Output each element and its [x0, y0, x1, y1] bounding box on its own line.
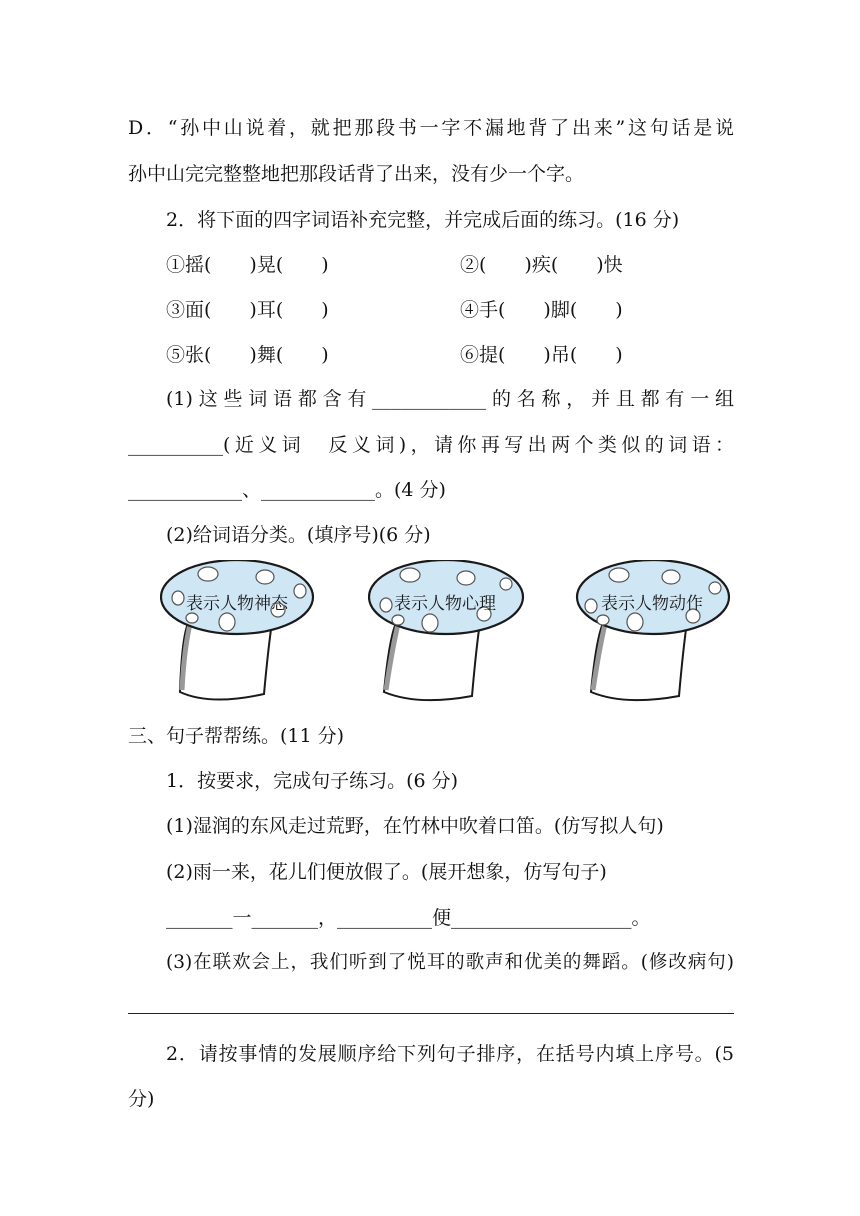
mushroom-demeanor — [160, 560, 320, 708]
sub-question-1-line-2: __________(近义词 反义词)，请你再写出两个类似的词语： — [128, 434, 734, 456]
idiom-1: ①摇( )晃( ) — [166, 254, 329, 276]
sub-question-1-line-1: (1)这些词语都含有____________的名称，并且都有一组 — [166, 388, 734, 410]
section-3-question-1-1: (1)湿润的东风走过荒野，在竹林中吹着口笛。(仿写拟人句) — [166, 815, 664, 837]
mushroom-action — [575, 560, 735, 708]
sub-question-2: (2)给词语分类。(填序号)(6 分) — [166, 524, 431, 546]
section-3-question-1: 1．按要求，完成句子练习。(6 分) — [166, 770, 459, 792]
question-2-title: 2．将下面的四字词语补充完整，并完成后面的练习。(16 分) — [166, 209, 680, 231]
idiom-2: ②( )疾( )快 — [460, 254, 623, 276]
sub-question-1-line-3: ____________、____________。(4 分) — [128, 479, 446, 501]
idiom-5: ⑤张( )舞( ) — [166, 344, 329, 366]
mushroom-label-action: 表示人物动作 — [601, 594, 703, 614]
option-d-line-2: 孙中山完完整整地把那段话背了出来，没有少一个字。 — [128, 163, 585, 185]
mushroom-label-demeanor: 表示人物神态 — [186, 594, 288, 614]
section-3-question-1-2: (2)雨一来，花儿们便放假了。(展开想象，仿写句子) — [166, 861, 607, 883]
mushroom-psychology — [368, 560, 528, 708]
section-3-question-1-3: (3)在联欢会上，我们听到了悦耳的歌声和优美的舞蹈。(修改病句) — [166, 952, 734, 973]
answer-line — [128, 1013, 734, 1014]
idiom-4: ④手( )脚( ) — [460, 299, 623, 321]
section-3-heading: 三、句子帮帮练。(11 分) — [128, 725, 345, 747]
idiom-3: ③面( )耳( ) — [166, 299, 329, 321]
idiom-6: ⑥提( )吊( ) — [460, 344, 623, 366]
option-d-line-1: D．“孙中山说着，就把那段书一字不漏地背了出来”这句话是说 — [128, 117, 734, 139]
section-3-question-1-2-blank: _______一_______，__________便___________________。 — [166, 907, 651, 929]
section-3-question-2-line-1: 2．请按事情的发展顺序给下列句子排序，在括号内填上序号。(5 — [166, 1043, 734, 1065]
mushroom-label-psychology: 表示人物心理 — [394, 594, 496, 614]
section-3-question-2-line-2: 分) — [128, 1088, 155, 1110]
